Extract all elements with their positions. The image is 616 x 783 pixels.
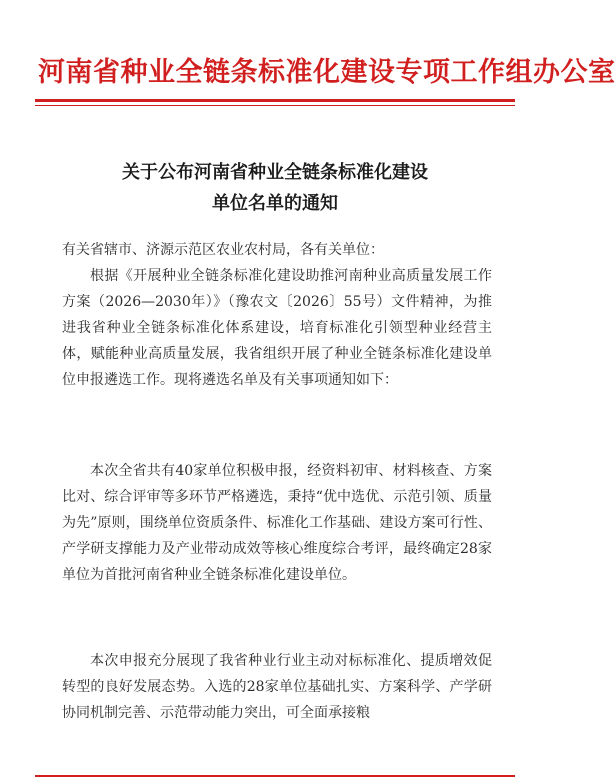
document-title-line-1: 关于公布河南省种业全链条标准化建设	[122, 162, 428, 183]
paragraph-basis: 根据《开展种业全链条标准化建设助推河南种业高质量发展工作方案（2026—2030年）》（豫农文〔2026〕55号）文件精神，为推进我省种业全链条标准化体系建设，培育标准化引领型种业经营主体，赋能种业高质量发展，我省组织开展了种业全链条标准化建设单位申报遴选工作。现将遴选名单及有关事项通知如下：	[62, 268, 492, 388]
header-red-rule-thick	[35, 99, 515, 102]
organization-header: 河南省种业全链条标准化建设专项工作组办公室	[38, 57, 616, 88]
header-red-rule-thin	[35, 105, 515, 106]
footer-red-rule	[35, 775, 515, 777]
paragraph-selection: 本次全省共有40家单位积极申报，经资料初审、材料核查、方案比对、综合评审等多环节严格遴选，秉持“优中选优、示范引领、质量为先”原则，围绕单位资质条件、标准化工作基础、建设方案可行性、产学研支撑能力及产业带动成效等核心维度综合考评，最终确定28家单位为首批河南省种业全链条标准化建设单位。	[62, 463, 492, 583]
salutation: 有关省辖市、济源示范区农业农村局，各有关单位：	[62, 242, 384, 258]
document-title-line-2: 单位名单的通知	[212, 193, 338, 214]
paragraph-summary: 本次申报充分展现了我省种业行业主动对标标准化、提质增效促转型的良好发展态势。入选的28家单位基础扎实、方案科学、产学研协同机制完善、示范带动能力突出，可全面承接粮	[62, 653, 492, 721]
